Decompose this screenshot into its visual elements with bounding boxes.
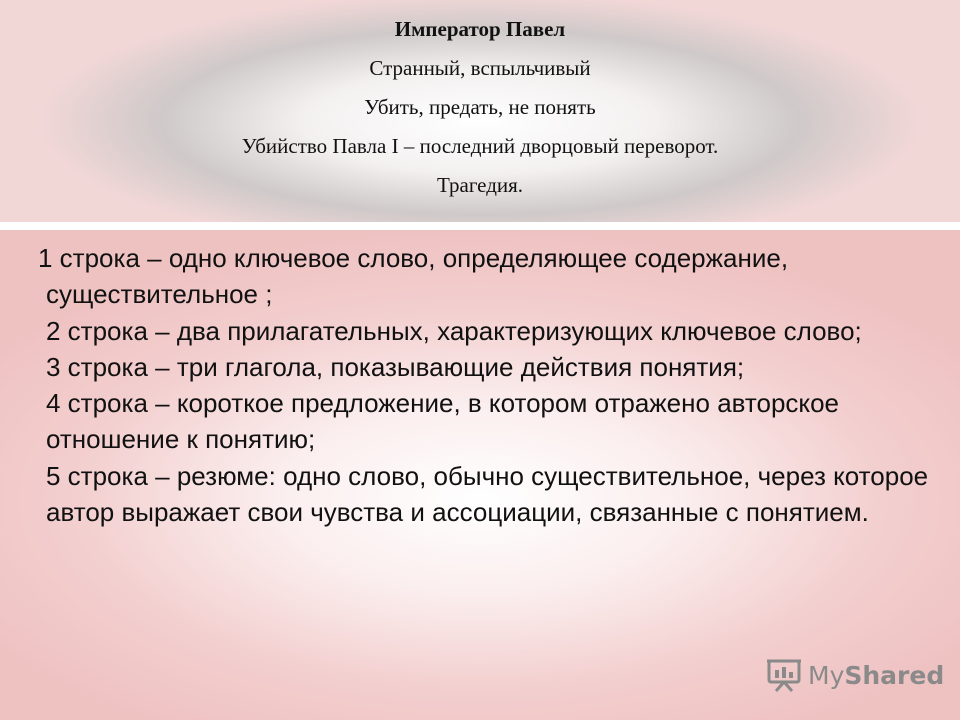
watermark-text-my: My bbox=[808, 660, 845, 690]
poem-line-summary: Трагедия. bbox=[436, 173, 524, 197]
poem-line-sentence: Убийство Павла I – последний дворцовый переворот. bbox=[241, 134, 719, 158]
poem-line-adjectives: Странный, вспыльчивый bbox=[369, 56, 591, 80]
poem-title: Император Павел bbox=[394, 17, 566, 41]
panel-separator bbox=[0, 222, 960, 230]
rule-line-5: 5 строка – резюме: одно слово, обычно существительное, через которое автор выражает свои чувства и ассоциации, связанные с понятием. bbox=[46, 460, 929, 528]
presentation-board-icon bbox=[766, 658, 802, 692]
rule-line-3: 3 строка – три глагола, показывающие действия понятия; bbox=[46, 351, 745, 382]
poem-panel bbox=[0, 0, 960, 222]
rule-line-1: 1 строка – одно ключевое слово, определяющее содержание, существительное ; bbox=[38, 243, 789, 310]
watermark-text bbox=[808, 661, 944, 690]
watermark-text-shared: Shared bbox=[844, 660, 945, 690]
myshared-watermark bbox=[766, 656, 944, 694]
cinquain-poem bbox=[0, 10, 960, 205]
poem-line-verbs: Убить, предать, не понять bbox=[364, 95, 596, 119]
cinquain-rules bbox=[38, 240, 946, 530]
rule-line-4: 4 строка – короткое предложение, в котором отражено авторское отношение к понятию; bbox=[46, 388, 840, 455]
rule-line-2: 2 строка – два прилагательных, характеризующих ключевое слово; bbox=[46, 315, 862, 346]
